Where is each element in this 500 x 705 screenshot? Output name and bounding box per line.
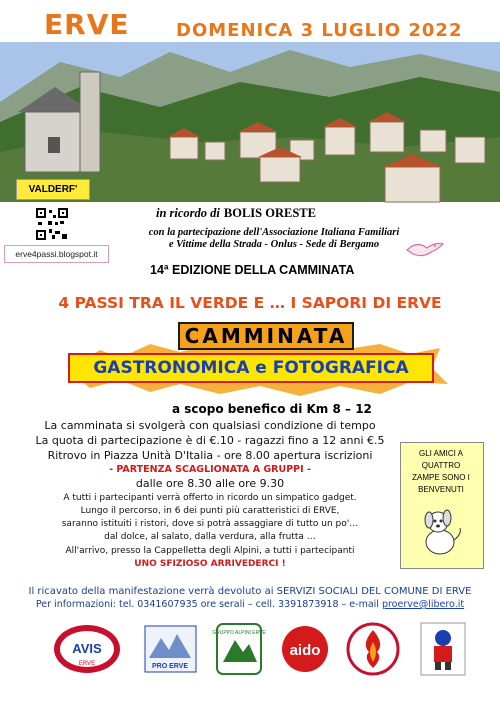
qr-code <box>35 207 69 241</box>
header-date: DOMENICA 3 LUGLIO 2022 <box>176 20 463 41</box>
avis-logo-text: AVIS <box>72 641 102 656</box>
association-text <box>118 227 430 251</box>
slogan: 4 PASSI TRA IL VERDE E … I SAPORI DI ERVE <box>58 294 442 312</box>
footer-contact <box>0 599 500 610</box>
antincendio-logo <box>345 622 401 676</box>
proerve-logo <box>143 622 198 676</box>
edition-title: 14ª EDIZIONE DELLA CAMMINATA <box>150 263 355 277</box>
memory-name: BOLIS ORESTE <box>223 206 316 220</box>
memory-line <box>156 206 316 221</box>
mascot-logo <box>420 622 466 676</box>
partenza-line: - PARTENZA SCAGLIONATA A GRUPPI - <box>109 464 311 475</box>
footer-proceeds: Il ricavato della manifestazione verrà devoluto ai SERVIZI SOCIALI DEL COMUNE DI ERVE <box>28 586 472 597</box>
closing-line: UNO SFIZIOSO ARRIVEDERCI ! <box>134 559 286 569</box>
aido-logo-text: aido <box>289 642 321 659</box>
dove-icon <box>405 238 445 260</box>
orario-line: dalle ore 8.30 alle ore 9.30 <box>135 477 285 490</box>
proerve-logo-text: PRO ERVE <box>151 663 189 670</box>
camminata-title: CAMMINATA <box>178 322 354 350</box>
info-line-3: Ritrovo in Piazza Unità D'Italia - ore 8.00 apertura iscrizioni <box>47 449 373 462</box>
blog-link[interactable]: erve4passi.blogspot.it <box>4 245 109 263</box>
avis-logo <box>52 622 122 676</box>
detail-line-2: Lungo il percorso, in 6 dei punti più caratteristici di ERVE, <box>80 506 340 516</box>
dog-note-text <box>402 448 480 496</box>
detail-line-1: A tutti i partecipanti verrà offerto in ricordo un simpatico gadget. <box>63 493 357 503</box>
alpini-logo-text: GRUPPO ALPINI ERVE <box>212 630 266 636</box>
info-line-2: La quota di partecipazione è di €.10 - ragazzi fino a 12 anni €.5 <box>35 434 385 447</box>
email-link[interactable]: proerve@libero.it <box>381 599 465 610</box>
detail-line-5: All'arrivo, presso la Cappelletta degli Alpini, a tutti i partecipanti <box>65 546 355 556</box>
memory-prefix: in ricordo di <box>156 206 220 220</box>
detail-line-4: dal dolce, al salato, dalla verdura, alla frutta … <box>104 532 316 542</box>
aido-logo <box>281 622 329 676</box>
village-photo <box>0 42 500 202</box>
dog-note-line: GLI AMICI A <box>418 449 463 458</box>
dog-note-line: QUATTRO <box>421 461 461 470</box>
dog-note-line: BENVENUTI <box>418 485 464 494</box>
dog-note-line: ZAMPE SONO I <box>412 473 470 482</box>
info-line-1: La camminata si svolgerà con qualsiasi condizione di tempo <box>44 419 376 432</box>
dog-icon <box>410 500 470 560</box>
footer-contact-text: Per informazioni: tel. 0341607935 ore serali – cell. 3391873918 – e-mail <box>35 599 379 610</box>
benefico-line: a scopo benefico di Km 8 – 12 <box>172 402 372 416</box>
sponsor-tag: VALDERF' <box>16 179 90 200</box>
association-line-2: e Vittime della Strada - Onlus - Sede di Bergamo <box>168 239 380 250</box>
alpini-logo <box>212 622 266 676</box>
header-place: ERVE <box>44 8 130 41</box>
detail-line-3: saranno istituiti i ristori, dove si potrà assaggiare di tutto un po'… <box>61 519 359 529</box>
gastronomica-banner: GASTRONOMICA e FOTOGRAFICA <box>68 353 434 383</box>
association-line-1: con la partecipazione dell'Associazione Italiana Familiari <box>148 227 400 238</box>
avis-logo-subtext: ERVE <box>78 661 96 667</box>
